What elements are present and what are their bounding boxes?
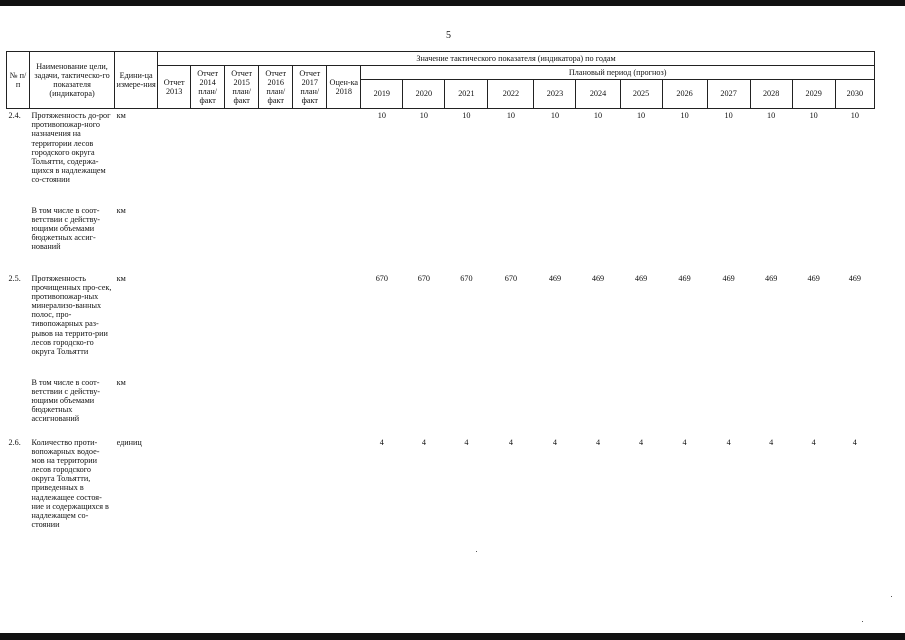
header-year: 2024 [576, 80, 620, 109]
value-cell: 10 [724, 111, 733, 120]
scan-bottom-edge [0, 633, 905, 640]
value-cell: 4 [769, 437, 774, 447]
value-cell: 670 [375, 273, 388, 283]
header-row-1 [7, 52, 875, 66]
header-values-group: Значение тактического показателя (индикатора) по годам [158, 52, 875, 66]
header-year: 2019 [361, 80, 403, 109]
value-cell: 469 [765, 273, 778, 283]
value-cell: 670 [417, 273, 430, 283]
table-header [7, 52, 875, 109]
header-report-2015: Отчет 2015 план/ факт [225, 66, 259, 109]
unit-cell: км [116, 205, 126, 215]
table-row [7, 204, 875, 272]
value-cell: 469 [548, 273, 562, 283]
value-cell: 4 [811, 437, 816, 447]
value-cell: 4 [379, 437, 384, 447]
value-cell: 469 [722, 273, 735, 283]
value-cell: 10 [550, 111, 560, 120]
value-cell: 10 [462, 111, 471, 120]
header-report-2013: Отчет 2013 [158, 66, 191, 109]
table-row [7, 376, 875, 436]
value-cell: 10 [377, 111, 386, 120]
value-cell: 4 [852, 437, 857, 447]
indicator-name: Протяженность до-рог противопожар-ного назначения на территории лесов городского округа Тольятти, содержа-щихся в надлежащем со-стоянии [31, 111, 111, 185]
header-year: 2030 [835, 80, 874, 109]
value-cell: 670 [460, 273, 473, 283]
row-number: 2.5. [8, 273, 21, 283]
value-cell: 10 [419, 111, 428, 120]
value-cell: 4 [552, 437, 558, 447]
page-number: 5 [446, 30, 451, 41]
header-year: 2027 [707, 80, 750, 109]
header-year: 2026 [662, 80, 707, 109]
value-cell: 469 [807, 273, 820, 283]
header-year: 2029 [792, 80, 835, 109]
unit-cell: км [116, 111, 126, 120]
value-cell: 670 [504, 273, 518, 283]
row-number: 2.4. [8, 111, 21, 120]
header-estimate-2018: Оцен-ка 2018 [327, 66, 361, 109]
header-unit: Едини-ца измере-ния [115, 52, 158, 109]
value-cell: 4 [464, 437, 469, 447]
header-year: 2023 [534, 80, 576, 109]
row-number [7, 376, 30, 436]
value-cell: 10 [506, 111, 516, 120]
unit-cell: единиц [116, 437, 142, 447]
value-cell: 10 [680, 111, 689, 120]
value-cell: 4 [595, 437, 601, 447]
indicator-name: Протяженность прочищенных про-сек, противопожар-ных минерализо-ванных полос, про-тивопожарных раз-рывов на террито-рии лесов городско-го округа Тольятти [31, 273, 112, 356]
value-cell: 10 [809, 111, 818, 120]
scan-speck [476, 551, 477, 552]
table-row [7, 436, 875, 546]
value-cell: 10 [850, 111, 859, 120]
header-report-2017: Отчет 2017 план/ факт [293, 66, 327, 109]
value-cell: 469 [634, 273, 648, 283]
header-year: 2020 [403, 80, 445, 109]
indicator-name: В том числе в соот-ветствии с действу-ющими объемами бюджетных ассиг-нований [31, 205, 101, 252]
value-cell: 469 [678, 273, 691, 283]
indicator-name: Количество проти-вопожарных водое-мов на территории лесов городского округа Тольятти, приведенных в надлежащее состоя-ние и содержащихся в надлежащем со-стоянии [31, 437, 109, 530]
scan-top-edge [0, 0, 905, 6]
table-body [7, 109, 875, 546]
unit-cell: км [116, 273, 126, 283]
header-year: 2021 [445, 80, 488, 109]
value-cell: 10 [593, 111, 603, 120]
value-cell: 4 [682, 437, 687, 447]
indicator-table [6, 51, 875, 546]
value-cell: 469 [591, 273, 605, 283]
scan-speck [862, 621, 863, 622]
value-cell: 469 [848, 273, 861, 283]
value-cell: 10 [636, 111, 646, 120]
table-row [7, 272, 875, 376]
scan-speck [891, 596, 892, 597]
indicator-name: В том числе в соот-ветствии с действу-ющими объемами бюджетных ассигнований [31, 377, 101, 424]
unit-cell: км [116, 377, 126, 387]
value-cell: 4 [508, 437, 513, 447]
value-cell: 4 [638, 437, 644, 447]
row-number: 2.6. [8, 437, 21, 447]
header-year: 2022 [488, 80, 534, 109]
header-name: Наименование цели, задачи, тактическо-го показателя (индикатора) [30, 52, 115, 109]
row-number [7, 204, 30, 272]
header-report-2016: Отчет 2016 план/ факт [259, 66, 293, 109]
value-cell: 10 [767, 111, 776, 120]
value-cell: 4 [726, 437, 731, 447]
value-cell: 4 [421, 437, 426, 447]
header-num: № п/п [7, 52, 30, 109]
header-report-2014: Отчет 2014 план/ факт [191, 66, 225, 109]
header-year: 2025 [620, 80, 662, 109]
header-plan-period: Плановый период (прогноз) [361, 66, 875, 80]
table-row [7, 109, 875, 204]
header-year: 2028 [750, 80, 792, 109]
